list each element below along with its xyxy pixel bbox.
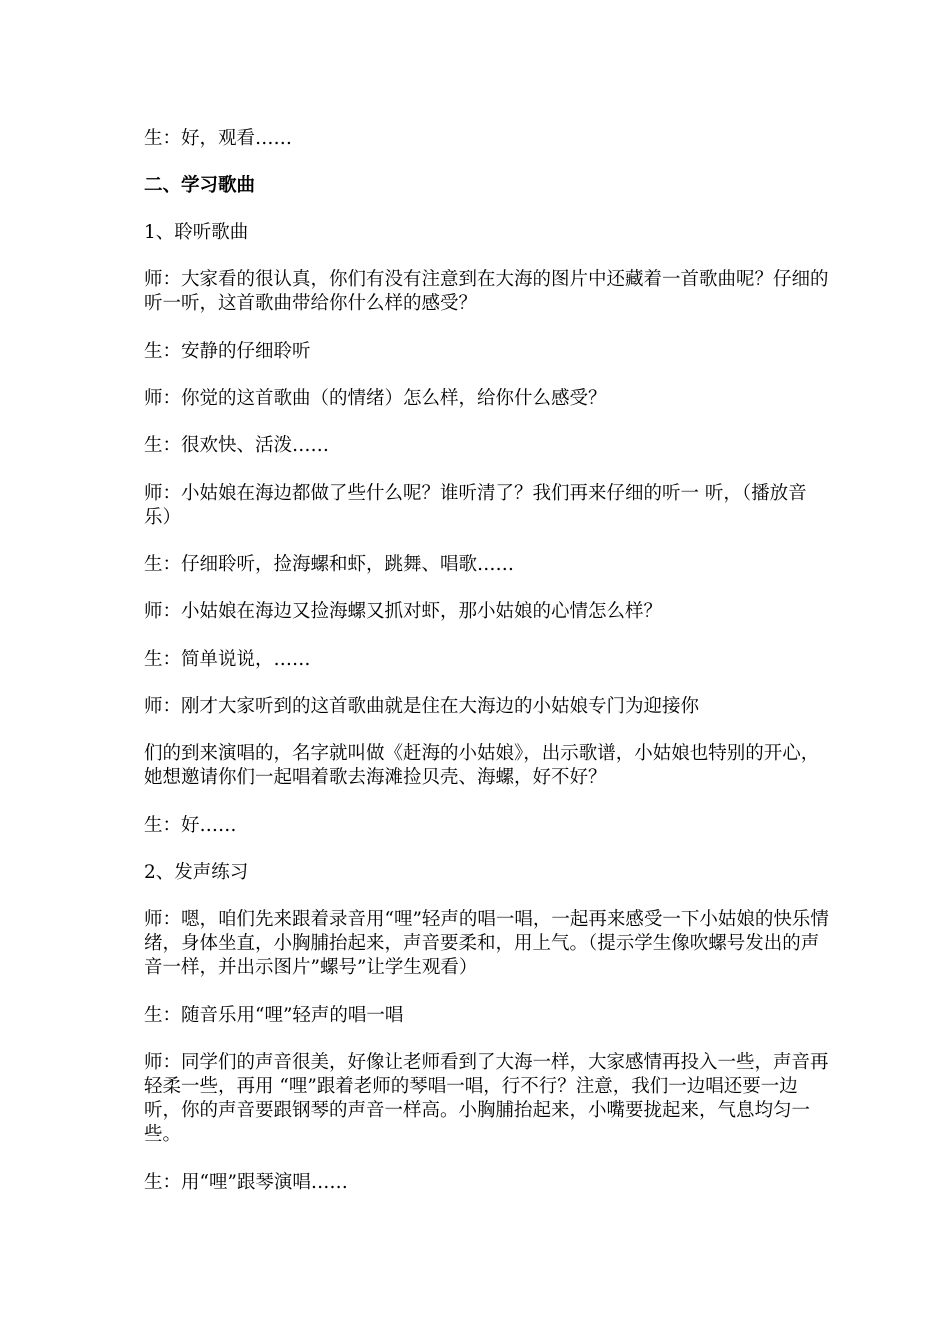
paragraph-teacher-question-1: 师：大家看的很认真，你们有没有注意到在大海的图片中还藏着一首歌曲呢？仔细的听一听，这首歌曲带给你什么样的感受？	[144, 269, 829, 314]
paragraph-student-sing-2: 生：用“哩”跟琴演唱……	[144, 1172, 348, 1193]
paragraph-student-answer-2: 生：仔细聆听，捡海螺和虾，跳舞、唱歌……	[144, 554, 515, 575]
subheading-vocal-practice: 2、发声练习	[144, 862, 249, 883]
paragraph-teacher-question-3: 师：小姑娘在海边都做了些什么呢？谁听清了？我们再来仔细的听一 听，（播放音乐）	[144, 483, 807, 528]
paragraph-teacher-intro-2: 们的到来演唱的，名字就叫做《赶海的小姑娘》，出示歌谱，小姑娘也特别的开心，她想邀请你们一起唱着歌去海滩捡贝壳、海螺，好不好？	[144, 743, 820, 788]
paragraph-teacher-instruction-2: 师：同学们的声音很美，好像让老师看到了大海一样，大家感情再投入一些，声音再轻柔一些，再用 “哩”跟着老师的琴唱一唱，行不行？注意，我们一边唱还要一边听，你的声音要跟钢琴的声音一样高。小胸脯抬起来，小嘴要拢起来，气息均匀一些。	[144, 1052, 829, 1145]
paragraph-student-answer-3: 生：简单说说，……	[144, 649, 311, 670]
paragraph-student-answer-1: 生：很欢快、活泼……	[144, 435, 330, 456]
paragraph-teacher-question-4: 师：小姑娘在海边又捡海螺又抓对虾，那小姑娘的心情怎么样？	[144, 601, 663, 622]
paragraph-teacher-question-2: 师：你觉的这首歌曲（的情绪）怎么样，给你什么感受？	[144, 388, 607, 409]
subheading-listen-song: 1、聆听歌曲	[144, 222, 249, 243]
paragraph-student-agree: 生：好……	[144, 815, 237, 836]
paragraph-student-watch: 生：好，观看……	[144, 128, 293, 149]
paragraph-student-listen: 生：安静的仔细聆听	[144, 341, 311, 362]
paragraph-teacher-instruction-1: 师：嗯，咱们先来跟着录音用“哩”轻声的唱一唱，一起再来感受一下小姑娘的快乐情绪，身体坐直，小胸脯抬起来，声音要柔和，用上气。（提示学生像吹螺号发出的声音一样，并出示图片”螺号”让学生观看）	[144, 909, 829, 978]
section-heading-learn-song: 二、学习歌曲	[144, 175, 256, 196]
paragraph-teacher-intro-1: 师：刚才大家听到的这首歌曲就是住在大海边的小姑娘专门为迎接你	[144, 696, 700, 717]
paragraph-student-sing-1: 生：随音乐用“哩”轻声的唱一唱	[144, 1005, 404, 1026]
